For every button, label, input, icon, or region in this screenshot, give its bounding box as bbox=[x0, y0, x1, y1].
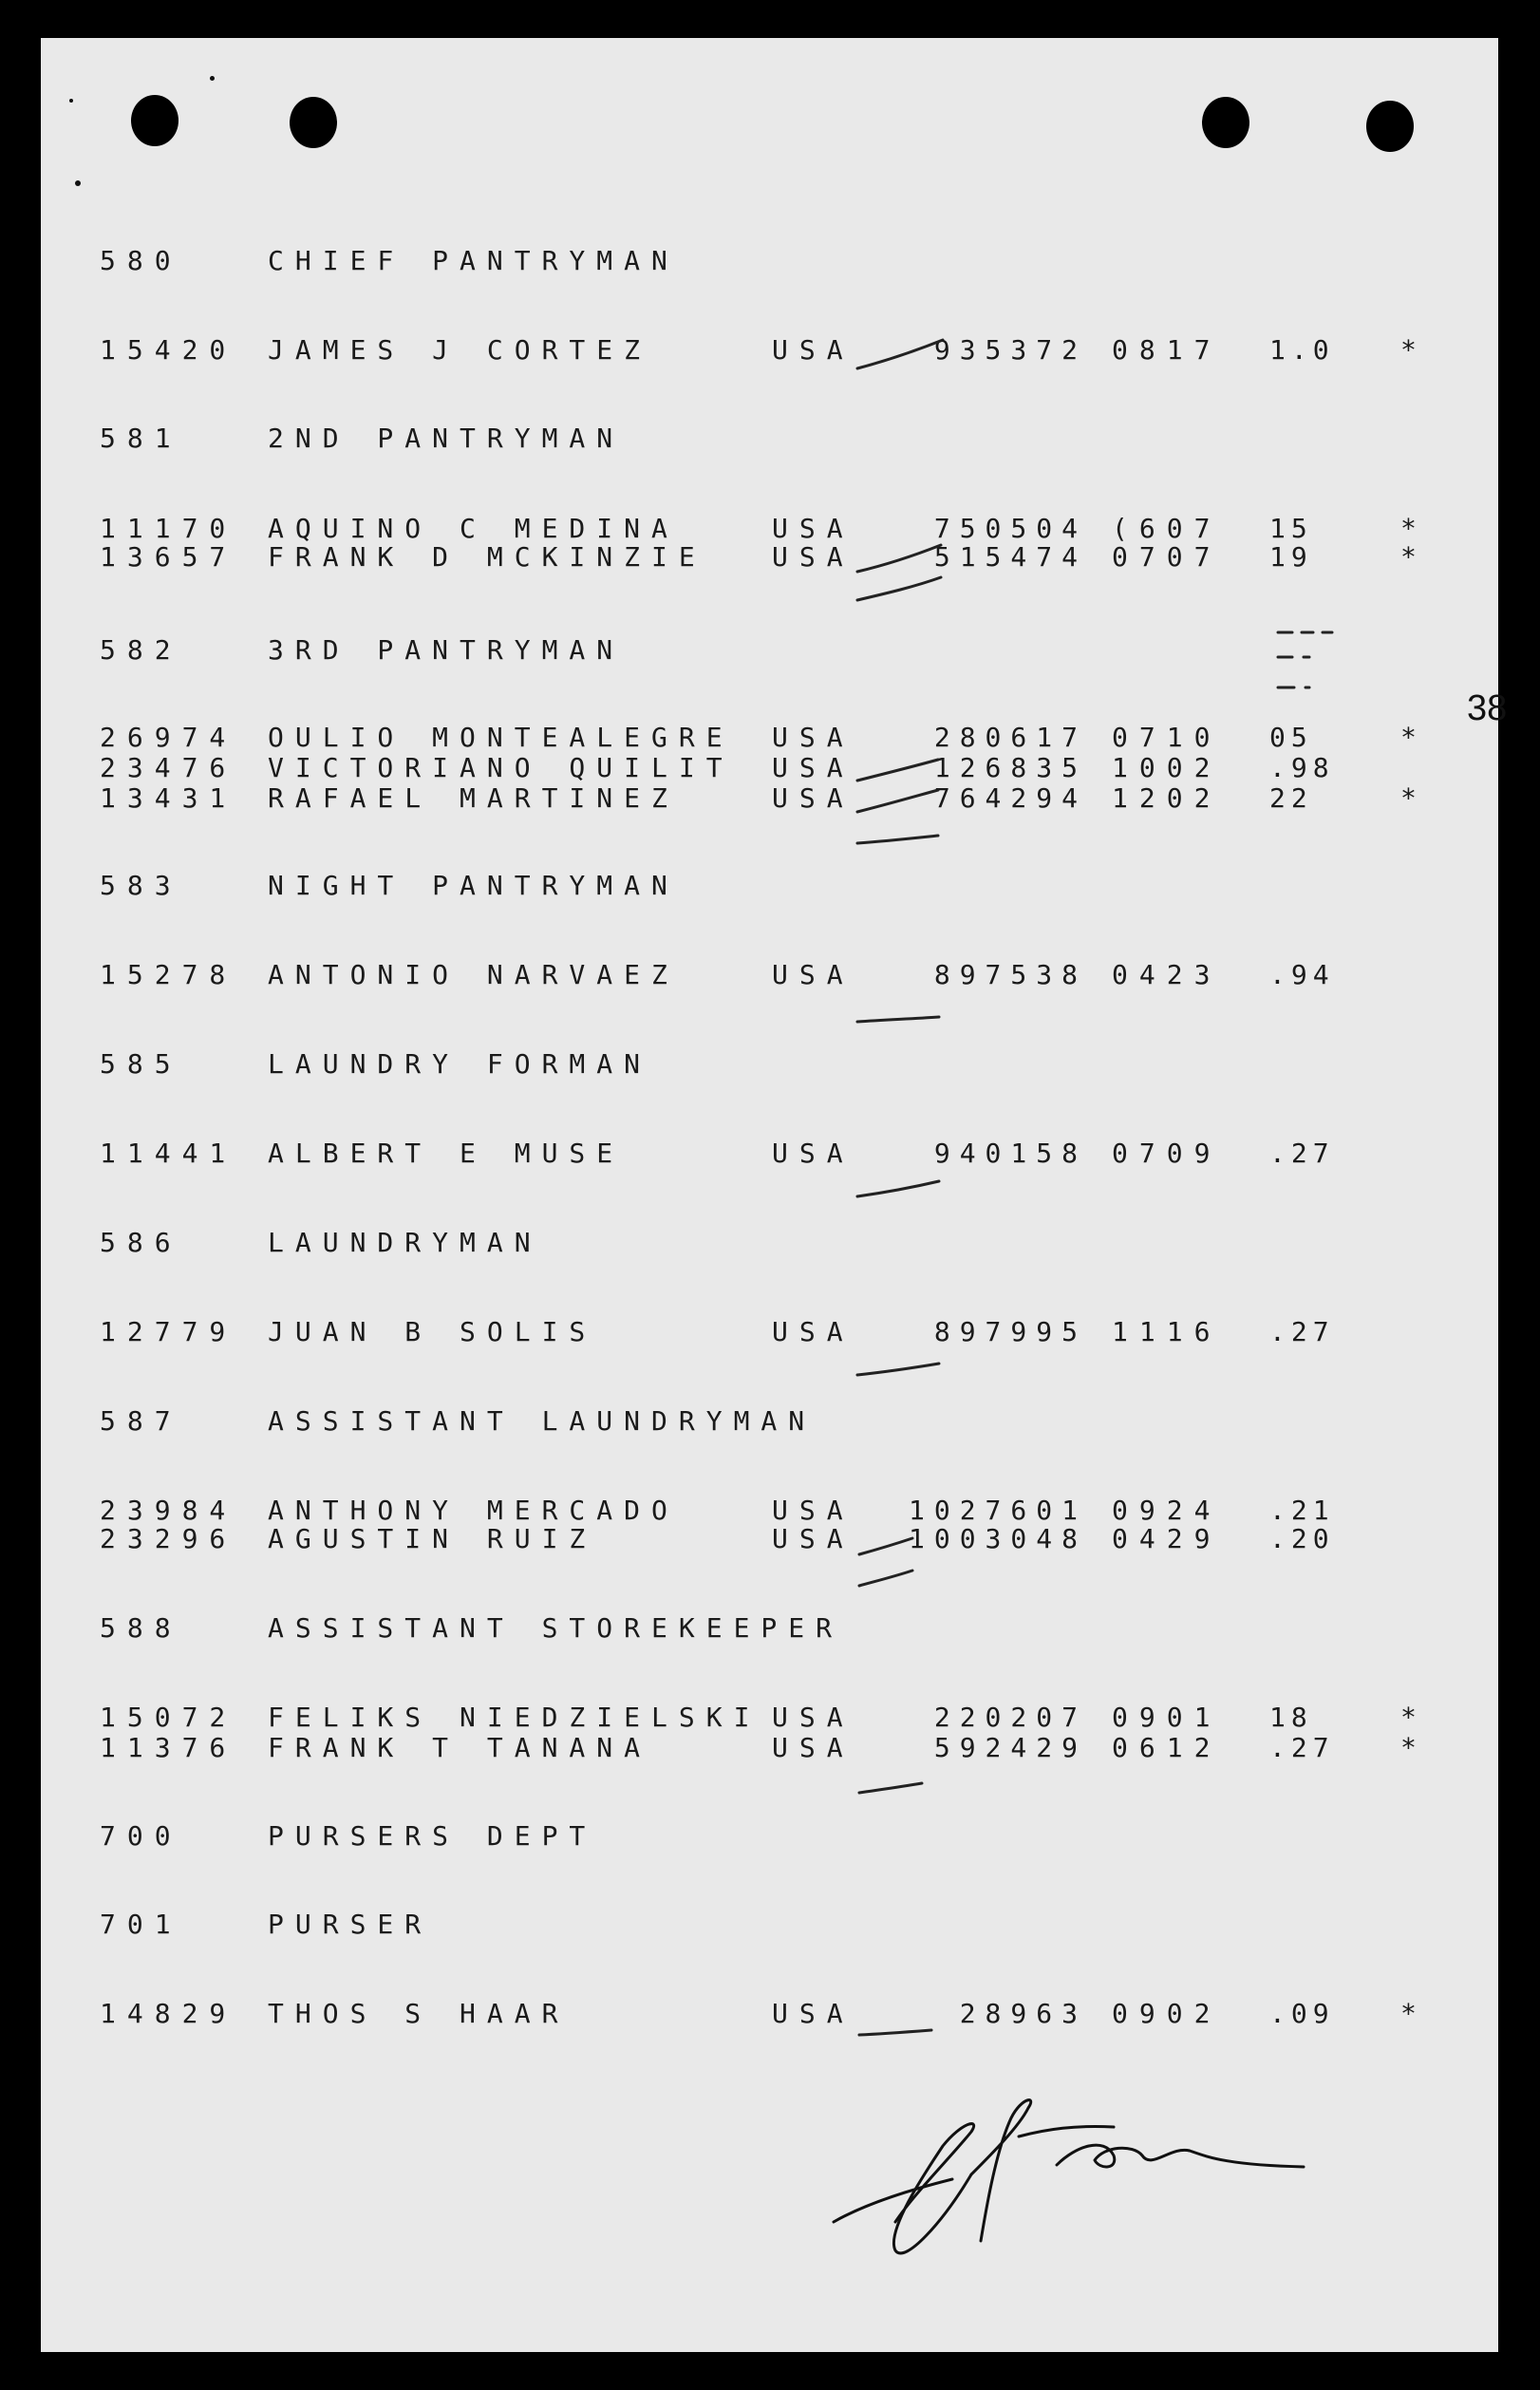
document-number: 220207 bbox=[933, 1702, 1087, 1733]
date-code: 0612 bbox=[1112, 1732, 1222, 1763]
handwritten-signature bbox=[829, 2079, 1323, 2269]
position-code: 585 bbox=[100, 1048, 182, 1080]
crew-name: FELIKS NIEDZIELSKI bbox=[268, 1702, 761, 1733]
asterisk-mark: * bbox=[1400, 1702, 1417, 1733]
date-code: 0902 bbox=[1112, 1998, 1222, 2029]
crew-name: AGUSTIN RUIZ bbox=[268, 1523, 597, 1554]
rate: .09 bbox=[1269, 1998, 1335, 2029]
position-code: 586 bbox=[100, 1227, 182, 1258]
date-code: 0709 bbox=[1112, 1138, 1222, 1169]
rate: .27 bbox=[1269, 1732, 1335, 1763]
date-code: 0817 bbox=[1112, 334, 1222, 366]
nationality: USA bbox=[772, 959, 855, 990]
crew-name: AQUINO C MEDINA bbox=[268, 513, 679, 544]
position-code: 588 bbox=[100, 1612, 182, 1644]
crew-name: ALBERT E MUSE bbox=[268, 1138, 625, 1169]
crew-id: 15420 bbox=[100, 334, 237, 366]
nationality: USA bbox=[772, 1138, 855, 1169]
crew-name: FRANK D MCKINZIE bbox=[268, 541, 706, 573]
asterisk-mark: * bbox=[1400, 1732, 1417, 1763]
document-number: 940158 bbox=[933, 1138, 1087, 1169]
document-number: 897995 bbox=[933, 1316, 1087, 1347]
document-number: 764294 bbox=[933, 782, 1087, 814]
document-number: 592429 bbox=[933, 1732, 1087, 1763]
page-number: 38 bbox=[1467, 688, 1508, 728]
nationality: USA bbox=[772, 752, 855, 783]
crew-name: RAFAEL MARTINEZ bbox=[268, 782, 679, 814]
document-number: 750504 bbox=[933, 513, 1087, 544]
position-title: 2ND PANTRYMAN bbox=[268, 423, 625, 454]
crew-name: JUAN B SOLIS bbox=[268, 1316, 597, 1347]
crew-id: 14829 bbox=[100, 1998, 237, 2029]
document-number: 126835 bbox=[933, 752, 1087, 783]
rate: .27 bbox=[1269, 1316, 1335, 1347]
asterisk-mark: * bbox=[1400, 334, 1417, 366]
rate: 1.0 bbox=[1269, 334, 1335, 366]
date-code: 0710 bbox=[1112, 722, 1222, 753]
position-code: 580 bbox=[100, 245, 182, 276]
rate: 15 bbox=[1269, 513, 1313, 544]
crew-id: 23296 bbox=[100, 1523, 237, 1554]
document-number: 897538 bbox=[933, 959, 1087, 990]
nationality: USA bbox=[772, 1998, 855, 2029]
position-code: 583 bbox=[100, 870, 182, 901]
crew-name: ANTHONY MERCADO bbox=[268, 1495, 679, 1526]
position-code: 581 bbox=[100, 423, 182, 454]
date-code: 0924 bbox=[1112, 1495, 1222, 1526]
position-title: ASSISTANT STOREKEEPER bbox=[268, 1612, 844, 1644]
position-title: CHIEF PANTRYMAN bbox=[268, 245, 679, 276]
nationality: USA bbox=[772, 722, 855, 753]
crew-name: JAMES J CORTEZ bbox=[268, 334, 652, 366]
document-number: 1027601 bbox=[908, 1495, 1087, 1526]
document-number: 515474 bbox=[933, 541, 1087, 573]
position-code: 587 bbox=[100, 1405, 182, 1437]
crew-id: 11441 bbox=[100, 1138, 237, 1169]
position-title: NIGHT PANTRYMAN bbox=[268, 870, 679, 901]
asterisk-mark: * bbox=[1400, 782, 1417, 814]
rate: 18 bbox=[1269, 1702, 1313, 1733]
nationality: USA bbox=[772, 1732, 855, 1763]
crew-id: 13657 bbox=[100, 541, 237, 573]
document-number: 1003048 bbox=[908, 1523, 1087, 1554]
date-code: 1202 bbox=[1112, 782, 1222, 814]
nationality: USA bbox=[772, 1523, 855, 1554]
document-number: 28963 bbox=[959, 1998, 1087, 2029]
nationality: USA bbox=[772, 334, 855, 366]
asterisk-mark: * bbox=[1400, 722, 1417, 753]
position-title: 3RD PANTRYMAN bbox=[268, 634, 625, 666]
document-page bbox=[41, 38, 1508, 2352]
rate: 05 bbox=[1269, 722, 1313, 753]
date-code: 0707 bbox=[1112, 541, 1222, 573]
crew-name: OULIO MONTEALEGRE bbox=[268, 722, 734, 753]
crew-roster bbox=[41, 38, 1498, 2352]
crew-id: 12779 bbox=[100, 1316, 237, 1347]
nationality: USA bbox=[772, 513, 855, 544]
crew-name: FRANK T TANANA bbox=[268, 1732, 652, 1763]
rate: .20 bbox=[1269, 1523, 1335, 1554]
date-code: 0423 bbox=[1112, 959, 1222, 990]
nationality: USA bbox=[772, 1702, 855, 1733]
document-number: 280617 bbox=[933, 722, 1087, 753]
nationality: USA bbox=[772, 1495, 855, 1526]
date-code: 1116 bbox=[1112, 1316, 1222, 1347]
nationality: USA bbox=[772, 782, 855, 814]
rate: .27 bbox=[1269, 1138, 1335, 1169]
asterisk-mark: * bbox=[1400, 541, 1417, 573]
rate: .94 bbox=[1269, 959, 1335, 990]
crew-id: 13431 bbox=[100, 782, 237, 814]
asterisk-mark: * bbox=[1400, 513, 1417, 544]
date-code: 1002 bbox=[1112, 752, 1222, 783]
crew-id: 23984 bbox=[100, 1495, 237, 1526]
position-code: 700 bbox=[100, 1820, 182, 1852]
crew-id: 23476 bbox=[100, 752, 237, 783]
position-title: PURSER bbox=[268, 1909, 433, 1940]
crew-name: VICTORIANO QUILIT bbox=[268, 752, 734, 783]
crew-name: ANTONIO NARVAEZ bbox=[268, 959, 679, 990]
position-title: ASSISTANT LAUNDRYMAN bbox=[268, 1405, 817, 1437]
crew-id: 11170 bbox=[100, 513, 237, 544]
date-code: 0901 bbox=[1112, 1702, 1222, 1733]
position-title: LAUNDRYMAN bbox=[268, 1227, 542, 1258]
position-code: 582 bbox=[100, 634, 182, 666]
nationality: USA bbox=[772, 1316, 855, 1347]
crew-id: 11376 bbox=[100, 1732, 237, 1763]
rate: 19 bbox=[1269, 541, 1313, 573]
nationality: USA bbox=[772, 541, 855, 573]
date-code: (607 bbox=[1112, 513, 1222, 544]
position-title: PURSERS DEPT bbox=[268, 1820, 597, 1852]
asterisk-mark: * bbox=[1400, 1998, 1417, 2029]
crew-id: 15278 bbox=[100, 959, 237, 990]
document-number: 935372 bbox=[933, 334, 1087, 366]
rate: 22 bbox=[1269, 782, 1313, 814]
position-code: 701 bbox=[100, 1909, 182, 1940]
crew-id: 26974 bbox=[100, 722, 237, 753]
date-code: 0429 bbox=[1112, 1523, 1222, 1554]
rate: .21 bbox=[1269, 1495, 1335, 1526]
rate: .98 bbox=[1269, 752, 1335, 783]
position-title: LAUNDRY FORMAN bbox=[268, 1048, 652, 1080]
crew-id: 15072 bbox=[100, 1702, 237, 1733]
crew-name: THOS S HAAR bbox=[268, 1998, 570, 2029]
